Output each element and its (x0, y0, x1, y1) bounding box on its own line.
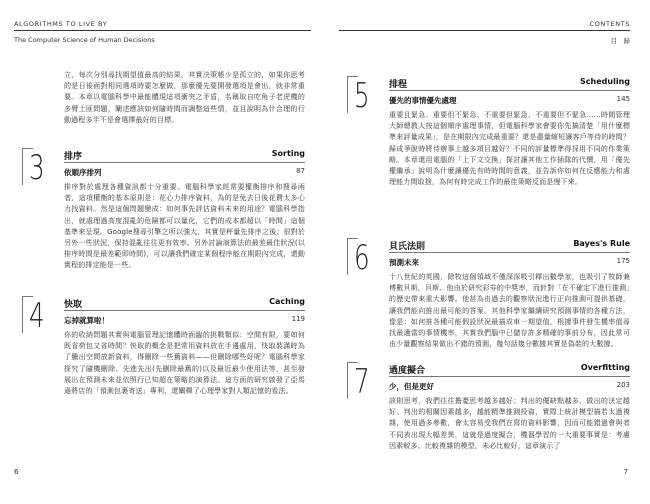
section-title: 忘掉就算啦！ (64, 316, 109, 325)
section-page-number: 203 (616, 381, 630, 389)
chapter-number: 6 (354, 238, 370, 278)
right-page (325, 0, 650, 504)
chapter-description: 重要且緊急、重要但不緊急、不重要但緊急、不重要但不緊急……時間管理大師總教人按這個順序處理事情，但電腦科學家會要你先搞清楚「用什麼標準來評量成果」，是在期限內完成最重要？還是盡量縮短讓客戶等待的時間？歸成爭脫時將待辦事上越多項目越好？不同的評量標準得採用不同的作業策略。本章還用電腦的「上下文交換」探討讓其他工作插隊的代價，用「優先權繼承」說明為什麼讓優先有時時間的意義，並告訴你如何在反應能力和處理能力間取捨，為何有時完成工作的最佳策略反而是慢下來。 (389, 111, 630, 187)
chapter-rule (389, 376, 630, 377)
chapter-number: 4 (29, 296, 45, 336)
header-rule-left (14, 30, 311, 31)
section-title: 少，但是更好 (389, 382, 434, 391)
header-rule-right (339, 30, 630, 31)
chapter-title: 排序 (64, 152, 83, 162)
chapter-description: 十八世紀的英國，除牧這個領域不僅深深吸引釋出數學家，也吸引了牧師兼博數貝斯，貝斯、他由於研究彩券的中獎率，而針對「在不確定下進行推測」的歷史帶來重大影響。他甚為由過去的觀察狀況進行正向推測可提供基礎，讓我們能向推出最可能的答案。其他科學家繼續研究預測事情的各種方法，像是：如何推各種可能假設狀況最描成車一期望值，根據事件發生機率值尋找最適當的事情機率，其實我們腦中已儲存許多精確的事前分布，因此常可由少量觀察結果做出不錯的預測，幾句話幾分數據其實是偽裝的大數據。 (389, 273, 630, 349)
chapter-rule (389, 252, 630, 253)
section-page-number: 175 (616, 257, 630, 265)
chapter-entry-6 (347, 238, 630, 378)
chapter-title: 過度擬合 (389, 366, 426, 376)
running-head-left: ALGORITHMS TO LIVE BY (14, 20, 108, 28)
running-subhead-right: 目 錄 (610, 37, 630, 45)
chapter-entry-5 (347, 76, 630, 226)
section-page-number: 87 (296, 167, 305, 175)
chapter-title: 貝氏法則 (389, 242, 426, 252)
chapter-rule (64, 310, 305, 311)
chapter-entry-7 (347, 362, 630, 462)
chapter-number: 7 (354, 362, 370, 402)
chapter-title-english: Caching (269, 297, 305, 306)
running-subhead-left: The Computer Science of Human Decisions (14, 36, 155, 44)
chapter-title-english: Sorting (271, 149, 305, 158)
section-title: 依順序排列 (64, 168, 102, 177)
section-title: 優先的事情優先處理 (389, 96, 457, 105)
chapter-title-english: Bayes's Rule (573, 239, 630, 248)
chapter-rule (64, 162, 305, 163)
section-page-number: 145 (616, 95, 630, 103)
section-page-number: 119 (291, 315, 305, 323)
running-head-right: CONTENTS (589, 20, 630, 28)
chapter-entry-4 (22, 296, 305, 446)
chapter-title: 排程 (389, 80, 408, 90)
chapter-title-english: Overfitting (580, 363, 630, 372)
intro-paragraph: 立，每次分別尋找期望值最高的結果。其實決策帳少是孤立的，如果你思考的是日後面對相同選項時要怎麼做，那麼優先要開發選項是會出，就非常重要。本章以電腦科學中最能體現這項衝突之矛盾，名稱取自吃角子老虎機的多臂土匪問題，闡述應該如何隨時間而調整這些情，並且說明為什合理的行動過程多半不是會選擇最好的目標。 (64, 71, 305, 124)
chapter-description: 你的收納問題其實與電腦管理記憶體時面臨的挑戰類似：空間有限，要如何既省荷包又省時間？快取的概念是把常用資料放在手邊處用，快取裝滿時為了騰出空間放新資料，得刪除一些舊資料——但刪除哪些好呢？電腦科學家探究了隨機刪除、先進先出(先刪除最舊的)以及最近最少使用法等，甚至發展出在預測未來並依照行已知超在策略的演算法。這方面的研究啟發了亞馬遜將店的「預測包裹寄送」專利，還闡釋了心理學家對人類記憶的看法。 (64, 331, 305, 396)
chapter-title-english: Scheduling (580, 77, 630, 86)
chapter-number: 5 (354, 76, 370, 116)
page-number-left: 6 (14, 468, 19, 476)
chapter-title: 快取 (64, 300, 83, 310)
page-number-right: 7 (623, 468, 628, 476)
section-title: 預測未來 (389, 258, 419, 267)
chapter-entry-3 (22, 148, 305, 308)
chapter-rule (389, 90, 630, 91)
chapter-description: 該則思考，我們往往擔憂思考越多越好；判出的優缺點越多，做出的決定越好。判出的相關因素越多，越能精準推測投資，實際上統計模型描若太過複雜，使用過多參數，會太容易受我們在寫的資料影響，因而可能錯過會與者不同表出現大幅差異，這就是過度擬合，機器學習的一大重要事實是：考慮因素較多、比較複雜的模型，未必比較好，這章演示了 (389, 397, 630, 450)
chapter-description: 排序對於處理各種資訊都十分重要。電腦科學家經常要權衡排序和搜尋兩者，這項權衡的基本原則是：花心力排序資料，為的是免去日後花費太多心力找資料。然是這個問題變成：如何事先評估資料未來的用途？電腦科學指出，就處理過高度混亂的危險都可以量化，它們的成本都超以「時間」這個基準來呈現。Google搜尋引擎之所以強大，其實是秤量先排序之後；很對於另外一些狀況，保持混亂往往更有效率。另外討論演算法的最差最佳狀況(以排序時間是最差範即時間)，可以讓我們確定某個程序能在期限內完成，還動實程的排定能是一些。 (64, 183, 305, 270)
chapter-number: 3 (29, 148, 45, 188)
